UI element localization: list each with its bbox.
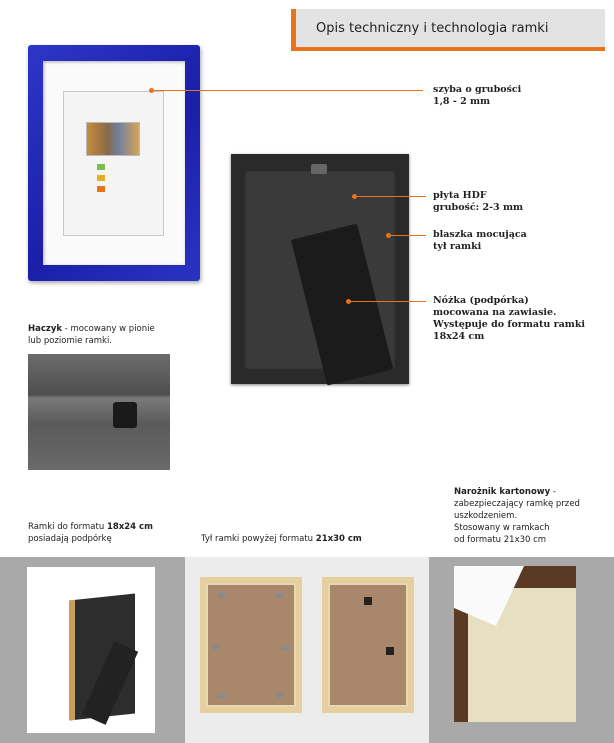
callout-hdf	[433, 190, 523, 214]
clip	[282, 645, 289, 650]
hook-label: Haczyk	[28, 324, 63, 334]
caption-back-size: 21x30 cm	[315, 534, 362, 544]
clip	[218, 593, 225, 598]
caption-corner-desc4: od formatu 21x30 cm	[454, 535, 547, 545]
frame-back-image	[231, 154, 409, 384]
back-hook	[311, 164, 327, 174]
callout-line-mount	[390, 235, 426, 236]
caption-back-text: Tył ramki powyżej formatu	[201, 534, 316, 544]
hanger	[386, 647, 394, 655]
hook-photo	[28, 354, 170, 470]
clip	[218, 693, 225, 698]
callout-line-hdf	[356, 196, 426, 197]
clip	[212, 645, 219, 650]
callout-hdf-line2: grubość: 2-3 mm	[433, 202, 524, 213]
caption-back	[201, 533, 431, 545]
back-photo-1	[200, 577, 302, 713]
caption-corner-desc3: Stosowany w ramkach	[454, 523, 550, 533]
hook-description	[28, 323, 188, 347]
caption-stand-text: Ramki do formatu	[28, 522, 107, 532]
caption-corner-separator: -	[550, 487, 556, 497]
sample-photo	[86, 122, 140, 156]
callout-leg-line1: Nóżka (podpórka)	[433, 295, 529, 306]
callout-glass	[433, 84, 521, 108]
callout-leg-line4: 18x24 cm	[433, 331, 485, 342]
clip	[276, 593, 283, 598]
hanger	[364, 597, 372, 605]
hook-separator: -	[62, 324, 71, 334]
caption-corner	[454, 486, 614, 546]
swatch-yellow	[97, 175, 105, 181]
section-title: Opis techniczny i technologia ramki	[316, 21, 549, 36]
callout-mount-line2: tył ramki	[433, 241, 482, 252]
caption-stand-text2: posiadają podpórkę	[28, 534, 112, 544]
caption-stand-size: 18x24 cm	[106, 522, 153, 532]
callout-glass-line1: szyba o grubości	[433, 84, 522, 95]
panel-back	[185, 557, 429, 743]
hook-desc1: mocowany w pionie	[70, 324, 155, 334]
swatch-green	[97, 164, 105, 170]
hook-part	[113, 402, 137, 428]
callout-leg	[433, 295, 585, 343]
callout-leg-line3: Występuje do formatu ramki	[433, 319, 586, 330]
frame-insert-card	[63, 91, 164, 236]
swatch-orange	[97, 186, 105, 192]
callout-line-leg	[350, 301, 426, 302]
caption-corner-label: Narożnik kartonowy	[454, 487, 551, 497]
caption-corner-desc1: zabezpieczający ramkę przed	[454, 499, 580, 509]
back-board-2	[330, 585, 406, 705]
callout-mount-line1: blaszka mocująca	[433, 229, 527, 240]
corner-photo	[454, 566, 576, 722]
callout-glass-line2: 1,8 - 2 mm	[433, 96, 491, 107]
frame-mat	[43, 61, 185, 265]
section-header	[291, 9, 605, 51]
panel-stand	[0, 557, 185, 743]
hook-desc2: lub poziomie ramki.	[28, 336, 113, 346]
back-board-1	[208, 585, 294, 705]
caption-stand	[28, 521, 198, 545]
clip	[276, 693, 283, 698]
callout-leg-line2: mocowana na zawiasie.	[433, 307, 557, 318]
caption-corner-desc2: uszkodzeniem.	[454, 511, 518, 521]
callout-hdf-line1: płyta HDF	[433, 190, 487, 201]
blue-frame-image	[28, 45, 200, 281]
callout-line-glass	[153, 90, 423, 91]
callout-mount	[433, 229, 527, 253]
stand-photo	[27, 567, 155, 733]
back-photo-2	[322, 577, 414, 713]
